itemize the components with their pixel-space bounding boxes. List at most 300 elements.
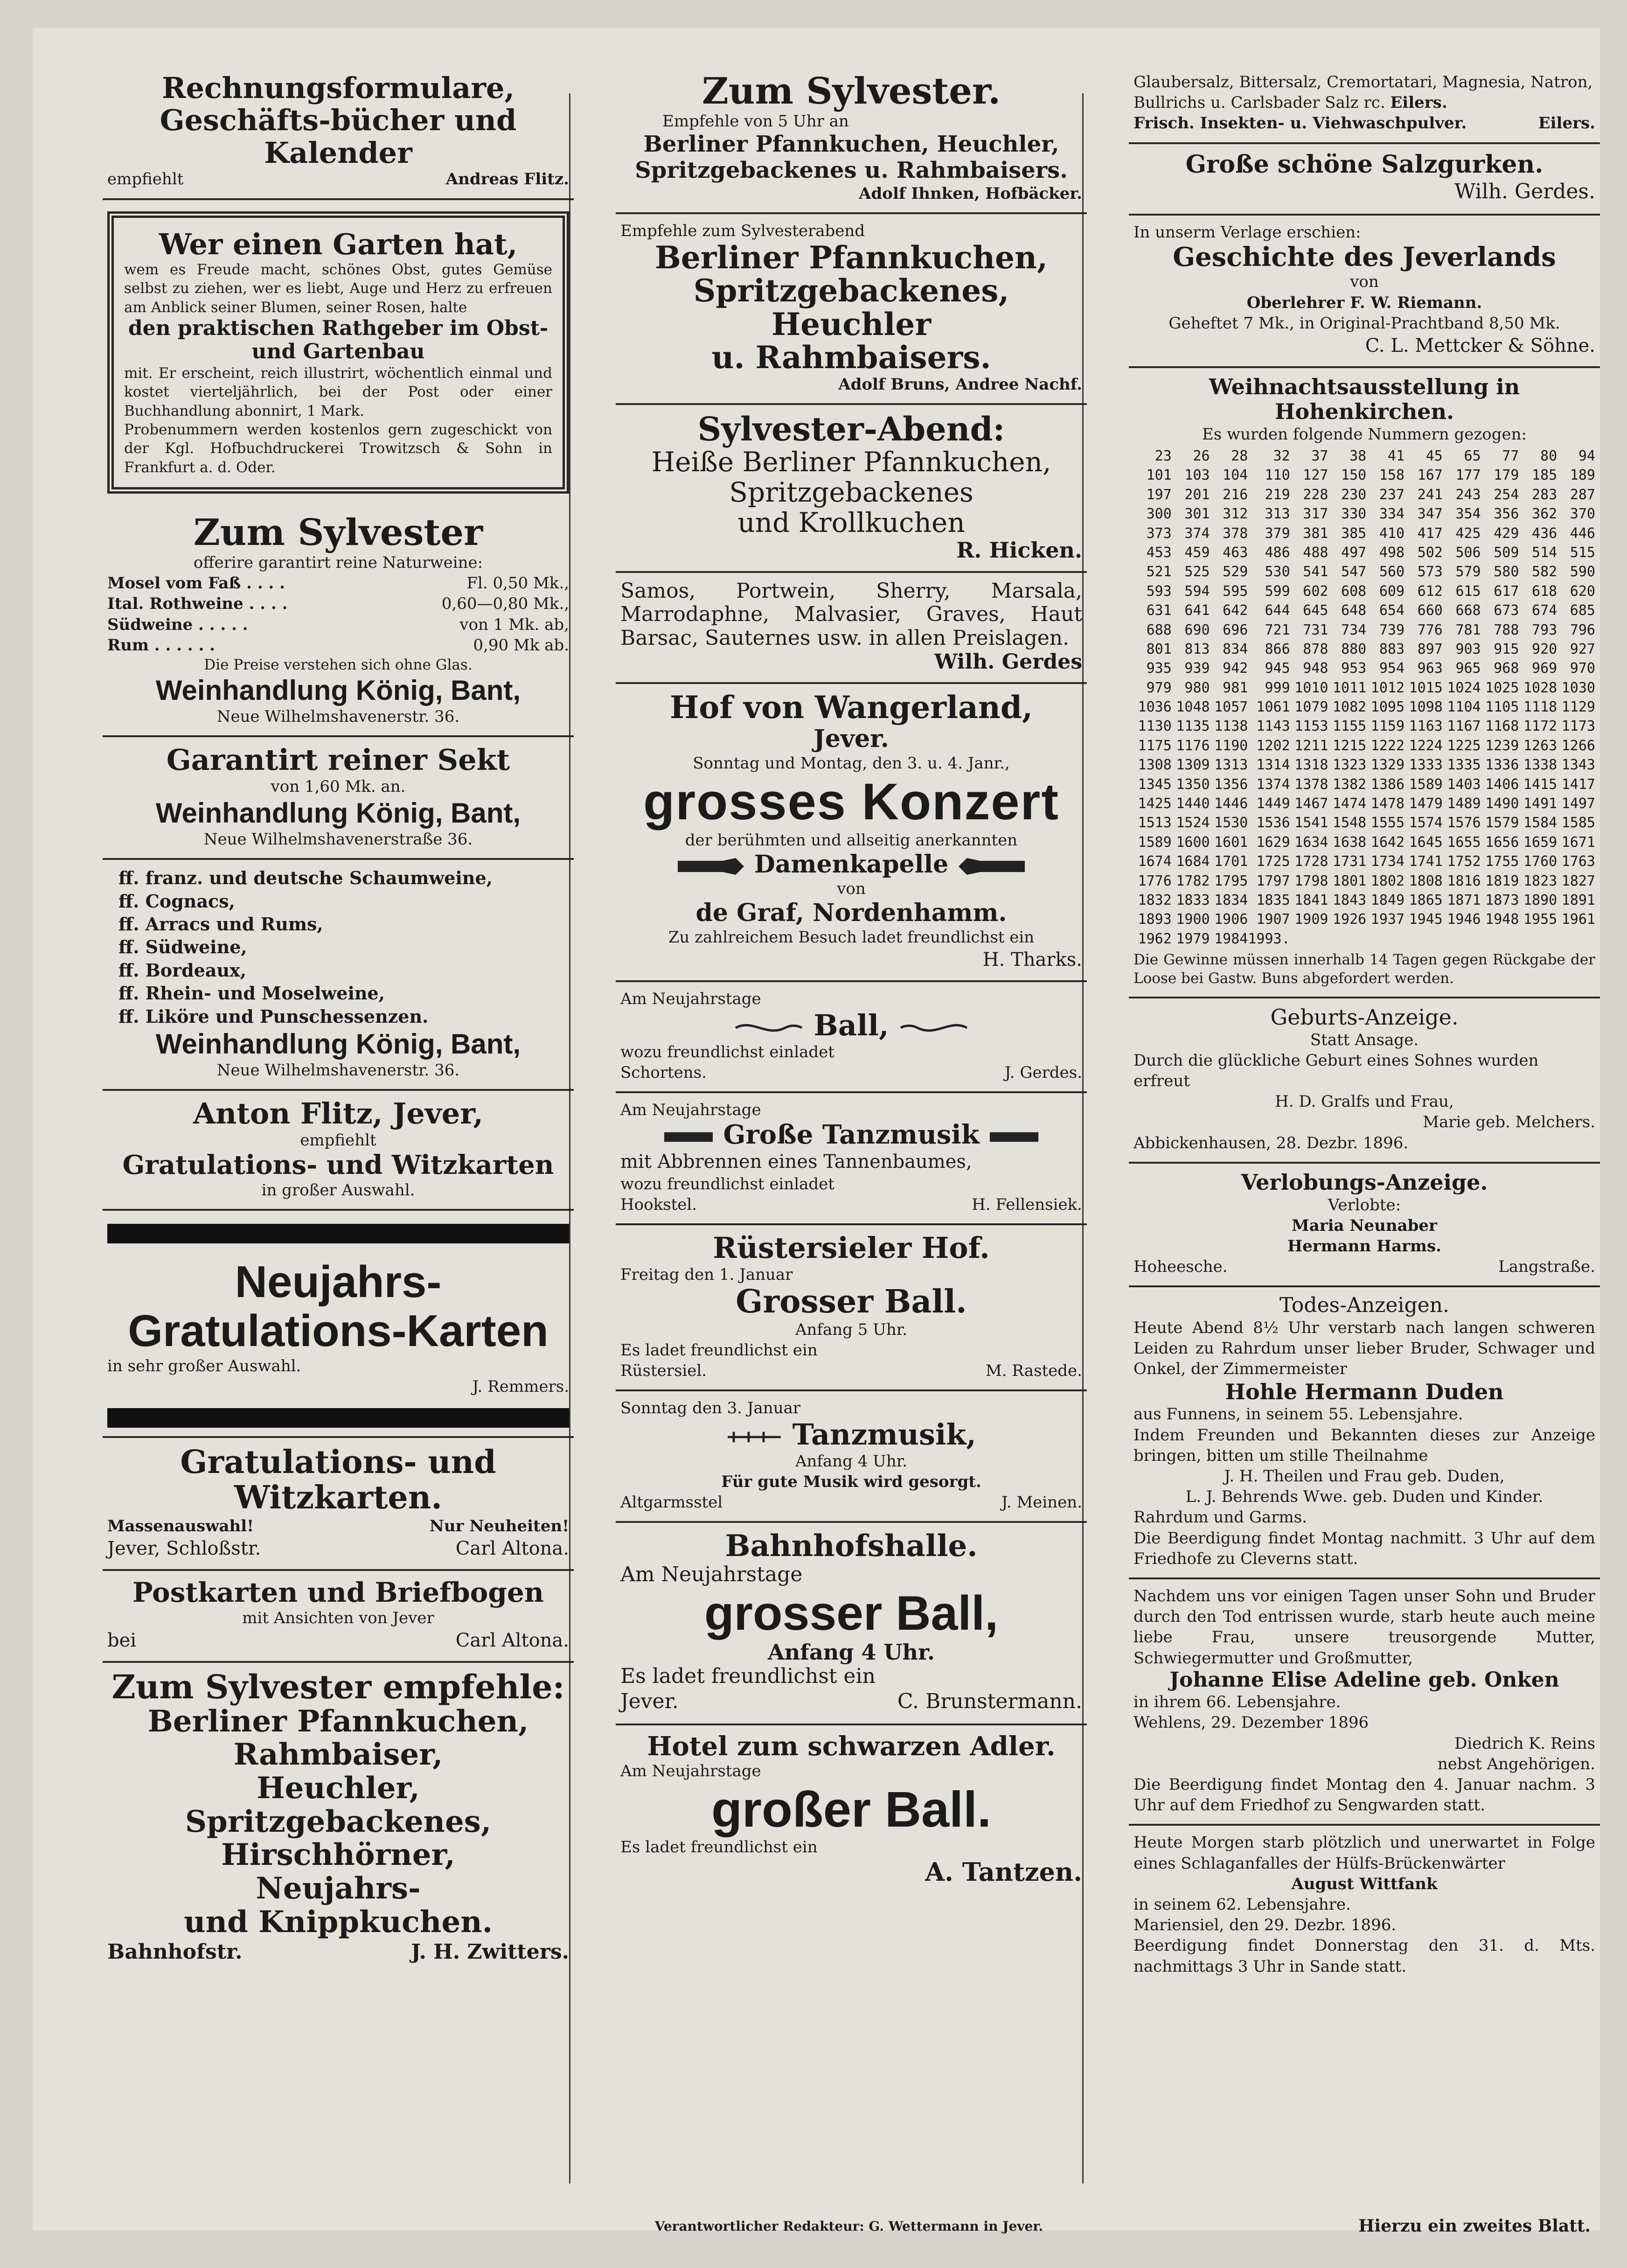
lottery-number: 1202 [1256, 737, 1290, 754]
lottery-number: 641 [1184, 602, 1210, 619]
lottery-number: 1153 [1294, 718, 1328, 735]
ad-tanzmusik-hookstel [616, 1093, 1087, 1225]
ad-title: Große Tanzmusik [723, 1119, 980, 1151]
ad-signature: Eilers. [1390, 93, 1447, 112]
ad-text: Es ladet freundlichst ein [620, 1838, 818, 1857]
lottery-number: 1382 [1333, 776, 1367, 793]
lottery-number: 654 [1379, 602, 1405, 619]
lottery-number: 463 [1223, 544, 1248, 561]
ad-text: Empfehle von 5 Uhr an [662, 112, 849, 131]
lottery-number: 609 [1379, 583, 1405, 600]
lottery-number: 1823 [1523, 872, 1557, 889]
price-value: von 1 Mk. ab, [459, 615, 569, 634]
product-list [620, 447, 1082, 538]
ad-name: Hermann Harms. [1287, 1237, 1441, 1256]
lottery-number: 776 [1417, 621, 1443, 638]
lottery-number: 1835 [1256, 892, 1290, 908]
lottery-number: 582 [1532, 564, 1557, 580]
lottery-number: 1871 [1447, 892, 1481, 908]
lottery-number: 1333 [1409, 757, 1443, 774]
lottery-number: 362 [1532, 506, 1557, 523]
ad-title: Bahnhofshalle. [725, 1528, 978, 1564]
ad-gratulationskarten [103, 1438, 574, 1571]
lottery-number: 1449 [1256, 796, 1290, 812]
lottery-number: 599 [1265, 583, 1290, 600]
lottery-number: 1731 [1333, 853, 1367, 870]
list-item: ff. Liköre und Punschessenzen. [118, 1005, 429, 1027]
lottery-number: 1801 [1333, 872, 1367, 889]
lottery-number: 1239 [1485, 737, 1519, 754]
lottery-number: 197 [1146, 486, 1172, 503]
list-item: Heuchler, [257, 1770, 420, 1806]
lottery-number: 356 [1494, 506, 1519, 523]
lottery-number: 660 [1417, 602, 1443, 619]
lottery-number: 77 [1502, 447, 1519, 464]
ad-bruns [616, 214, 1087, 405]
ad-signature: J. H. Zwitters. [411, 1940, 569, 1964]
list-item: ff. Südweine, [118, 936, 247, 958]
lottery-number: 1224 [1409, 737, 1443, 754]
ad-signature: Wilh. Gerdes [934, 649, 1082, 674]
ad-address: Bahnhofstr. [107, 1940, 243, 1964]
ad-text: Indem Freunden und Bekannten dieses zur Anzeige bringen, bitten um stille Theilnahme [1133, 1425, 1595, 1465]
ad-address: Neue Wilhelmshavenerstr. 36. [216, 1061, 460, 1080]
ad-address: Neue Wilhelmshavenerstr. 36. [216, 707, 460, 726]
ad-ihnken [616, 65, 1087, 214]
ad-title: Zum Sylvester empfehle: [111, 1667, 565, 1706]
lottery-number: 1576 [1447, 815, 1481, 831]
product-list [620, 241, 1082, 374]
lottery-number: 1135 [1176, 718, 1210, 735]
lottery-number: 1656 [1485, 834, 1519, 851]
list-item: ff. Bordeaux, [118, 959, 247, 981]
lottery-number: 1425 [1138, 796, 1172, 812]
ad-text: Die Preise verstehen sich ohne Glas. [204, 656, 473, 673]
ad-title: Neujahrs-Gratulations-Karten [128, 1256, 549, 1356]
lottery-number: 608 [1341, 583, 1367, 600]
lottery-number: 201 [1184, 486, 1210, 503]
ad-signature: Carl Altona. [455, 1537, 569, 1559]
lottery-number: 1314 [1256, 757, 1290, 774]
lottery-number: 1865 [1409, 892, 1443, 908]
ad-place: Hookstel. [620, 1195, 697, 1214]
ad-text: Anfang 4 Uhr. [795, 1452, 908, 1471]
lottery-number: 521 [1146, 564, 1172, 580]
ad-signature: J. Meinen. [1001, 1493, 1082, 1512]
lottery-number: 648 [1341, 602, 1367, 619]
ad-firm: Weinhandlung König, Bant, [155, 797, 521, 829]
lottery-number: 1909 [1294, 911, 1328, 928]
lottery-number: 1343 [1561, 757, 1595, 774]
lottery-number: 781 [1455, 621, 1481, 638]
ad-signature: J. Gerdes. [1004, 1063, 1082, 1082]
ad-title: Wer einen Garten hat, [159, 227, 518, 261]
lottery-number: 1530 [1214, 815, 1248, 831]
ad-text: Es ladet freundlichst ein [620, 1664, 876, 1688]
lottery-number: 1118 [1523, 699, 1557, 716]
ad-highlight: Gratulations- und Witzkarten [122, 1149, 554, 1180]
price-row [107, 573, 569, 593]
lottery-number: 1638 [1333, 834, 1367, 851]
lottery-number: 1634 [1294, 834, 1328, 851]
lottery-number: 127 [1303, 467, 1328, 484]
lottery-number: 1645 [1409, 834, 1443, 851]
lottery-number: 488 [1303, 544, 1328, 561]
lottery-number: 1816 [1447, 872, 1481, 889]
column-middle [616, 65, 1087, 2174]
lottery-number: 179 [1494, 467, 1519, 484]
ad-signature: M. Rastede. [985, 1361, 1082, 1380]
ad-text: Beerdigung findet Donnerstag den 31. d. Mts. nachmittags 3 Uhr in Sande statt. [1133, 1936, 1595, 1976]
lottery-number: 1832 [1138, 892, 1172, 908]
ad-text: mit. Er erscheint, reich illustrirt, wöchentlich einmal und kostet vierteljährlich, bei der Post oder einer Buchhandlung abonnirt, 1 Mark. [124, 365, 552, 419]
lottery-number: 1479 [1409, 796, 1443, 812]
ad-address: Neue Wilhelmshavenerstraße 36. [203, 830, 473, 849]
lottery-number: 1318 [1294, 757, 1328, 774]
lottery-number: 878 [1303, 641, 1328, 657]
lottery-number: 497 [1341, 544, 1367, 561]
lottery-number: 688 [1146, 621, 1172, 638]
lottery-number: 593 [1146, 583, 1172, 600]
lottery-number: 301 [1184, 506, 1210, 523]
lottery-number: 880 [1341, 641, 1367, 657]
list-item: Neujahrs- [256, 1870, 421, 1906]
ad-geburts-anzeige [1129, 998, 1600, 1164]
lottery-number: 45 [1425, 447, 1443, 464]
lottery-number: 580 [1494, 564, 1519, 580]
lottery-number: 573 [1417, 564, 1443, 580]
lottery-number: 793 [1532, 621, 1557, 638]
ad-place: Jever. [814, 725, 889, 754]
list-item: Heuchler [771, 306, 932, 342]
lottery-number: 897 [1417, 641, 1443, 657]
ad-signature: H. Tharks. [982, 949, 1082, 971]
lottery-number: 1098 [1409, 699, 1443, 716]
lottery-number: 23 [1154, 447, 1172, 464]
black-bar [107, 1224, 569, 1243]
ad-highlight: den praktischen Rathgeber im Obst- und Gartenbau [128, 316, 549, 364]
lottery-number: 237 [1379, 486, 1405, 503]
lottery-number: 734 [1341, 621, 1367, 638]
lottery-number: 1833 [1176, 892, 1210, 908]
ad-title: Gratulations- und Witzkarten. [180, 1444, 496, 1517]
ad-text: von [837, 879, 866, 899]
ad-salzgurken [1129, 144, 1600, 216]
ad-title: Zum Sylvester [193, 511, 483, 554]
lottery-number: 953 [1341, 660, 1367, 677]
lottery-number: 498 [1379, 544, 1405, 561]
lottery-number: 101 [1146, 467, 1172, 484]
lottery-number: 1642 [1370, 834, 1405, 851]
lottery-number: 1105 [1485, 699, 1519, 716]
lottery-number: 167 [1417, 467, 1443, 484]
lottery-number: 425 [1455, 525, 1481, 542]
lottery-number: 1222 [1370, 737, 1405, 754]
lottery-number: 502 [1417, 544, 1443, 561]
lottery-number: 1946 [1447, 911, 1481, 928]
lottery-number: 1155 [1333, 718, 1367, 735]
lottery-number: 378 [1223, 525, 1248, 542]
ad-gerdes-weine [616, 573, 1087, 684]
product-list [107, 1705, 569, 1939]
ad-title: Rechnungsformulare, Geschäfts-bücher und Kalender [160, 71, 517, 170]
list-item: Spritzgebackenes, [185, 1804, 492, 1839]
lottery-number: 1948 [1485, 911, 1519, 928]
ad-text: Verlobte: [1328, 1195, 1401, 1214]
lottery-number: 579 [1455, 564, 1481, 580]
ad-text: in seinem 62. Lebensjahre. [1133, 1895, 1351, 1914]
ad-address: Jever, Schloßstr. [107, 1537, 261, 1559]
lottery-number: 1374 [1256, 776, 1290, 793]
ad-date: Sonntag und Montag, den 3. u. 4. Janr., [693, 754, 1010, 773]
price-item: Mosel vom Faß . . . . [107, 574, 285, 593]
ad-highlight: Berliner Pfannkuchen, Heuchler, Spritzgebackenes u. Rahmbaisers. [635, 131, 1068, 183]
ad-text: Die Gewinne müssen innerhalb 14 Tagen gegen Rückgabe der Loose bei Gastw. Buns abgefordert werden. [1133, 951, 1595, 987]
lottery-number: 334 [1379, 506, 1405, 523]
lottery-number: 690 [1184, 621, 1210, 638]
lottery-number: 1011 [1333, 679, 1367, 696]
lottery-number: 381 [1303, 525, 1328, 542]
lottery-number: 970 [1570, 660, 1595, 677]
list-item: Berliner Pfannkuchen, [654, 239, 1048, 276]
lottery-number: 241 [1417, 486, 1443, 503]
ad-text: Es ladet freundlichst ein [620, 1340, 818, 1360]
ad-title: Garantirt reiner Sekt [166, 743, 510, 777]
ad-date: Am Neujahrstage [620, 1101, 761, 1120]
lottery-number: 529 [1223, 564, 1248, 580]
lottery-number: 731 [1303, 621, 1328, 638]
ad-place: Schortens. [620, 1063, 707, 1082]
ad-signature: C. L. Mettcker & Söhne. [1365, 335, 1595, 357]
lottery-number: 1415 [1523, 776, 1557, 793]
ad-title: Hotel zum schwarzen Adler. [647, 1731, 1056, 1762]
lottery-number: 1541 [1294, 815, 1328, 831]
lottery-number: 1356 [1214, 776, 1248, 793]
list-item: Heiße Berliner Pfannkuchen, [651, 446, 1051, 478]
ad-price: Geheftet 7 Mk., in Original-Prachtband 8,50 Mk. [1168, 314, 1560, 333]
ad-place: Hoheesche. [1133, 1257, 1228, 1277]
lottery-number: 1446 [1214, 796, 1248, 812]
lottery-number: 1263 [1523, 737, 1557, 754]
ad-ruestersieler-hof [616, 1225, 1087, 1391]
lottery-number: 1175 [1138, 737, 1172, 754]
lottery-number: 1760 [1523, 853, 1557, 870]
lottery-number: 954 [1379, 660, 1405, 677]
ad-signature: nebst Angehörigen. [1437, 1754, 1595, 1773]
ad-signature: J. Remmers. [472, 1377, 569, 1396]
lottery-number: 1937 [1370, 911, 1405, 928]
lottery-number: 103 [1184, 467, 1210, 484]
lottery-number: 948 [1303, 660, 1328, 677]
ad-headline: grosses Konzert [643, 773, 1059, 831]
lottery-number: 373 [1146, 525, 1172, 542]
lottery-number: 696 [1223, 621, 1248, 638]
lottery-number: 1173 [1561, 718, 1595, 735]
lottery-number: 813 [1184, 641, 1210, 657]
lottery-number: 1215 [1333, 737, 1367, 754]
ad-title: Ball, [814, 1008, 889, 1043]
ad-highlight: Damenkapelle [754, 850, 949, 879]
lottery-number: 1945 [1409, 911, 1443, 928]
list-item: Spritzgebackenes, [693, 272, 1009, 309]
lottery-number: 1079 [1294, 699, 1328, 716]
lottery-number: 685 [1570, 602, 1595, 619]
ad-firm: Weinhandlung König, Bant, [155, 1028, 521, 1060]
lottery-number: 1329 [1370, 757, 1405, 774]
ad-signature: Adolf Bruns, Andree Nachf. [838, 375, 1082, 394]
ad-text: der berühmten und allseitig anerkannten [685, 831, 1018, 850]
lottery-number: 104 [1223, 467, 1248, 484]
lottery-number: 796 [1570, 621, 1595, 638]
lottery-number: 981 [1223, 679, 1248, 696]
lottery-number: 1725 [1256, 853, 1290, 870]
lottery-number: 1629 [1256, 834, 1290, 851]
lottery-number: 1984 [1214, 930, 1248, 947]
lottery-number: 883 [1379, 641, 1405, 657]
lottery-number: 1728 [1294, 853, 1328, 870]
ad-todes-onken [1129, 1579, 1600, 1826]
ad-title: Rüstersieler Hof. [713, 1231, 990, 1265]
black-bar [107, 1408, 569, 1428]
ad-place: Rahrdum und Garms. [1133, 1508, 1307, 1527]
lottery-number: 509 [1494, 544, 1519, 561]
lottery-number: 530 [1265, 564, 1290, 580]
ad-title-row [620, 1009, 1082, 1041]
lottery-number: 560 [1379, 564, 1405, 580]
lottery-number: 185 [1532, 467, 1557, 484]
lottery-number: 1225 [1447, 737, 1481, 754]
ad-title: Verlobungs-Anzeige. [1241, 1169, 1488, 1195]
ad-text: wozu freundlichst einladet [620, 1042, 834, 1061]
pointing-hand-left-icon [957, 856, 1027, 877]
lottery-number: 642 [1223, 602, 1248, 619]
lottery-number: 1010 [1294, 679, 1328, 696]
ad-postkarten [103, 1571, 574, 1663]
ad-place: Abbickenhausen, 28. Dezbr. 1896. [1133, 1133, 1409, 1152]
lottery-number: 1524 [1176, 815, 1210, 831]
ad-sekt [103, 737, 574, 860]
list-item: und Krollkuchen [737, 506, 965, 538]
lottery-number: 1684 [1176, 853, 1210, 870]
price-row [107, 635, 569, 656]
lottery-number: 1808 [1409, 872, 1443, 889]
price-item: Rum . . . . . . [107, 635, 215, 655]
lottery-number: 283 [1532, 486, 1557, 503]
ad-text: Probenummern werden kostenlos gern zugeschickt von der Kgl. Hofbuchdruckerei Trowitzsch & Sohn in Frankfurt a. d. Oder. [124, 421, 552, 476]
lottery-number: 644 [1265, 602, 1290, 619]
list-item: Hirschhörner, [221, 1837, 455, 1873]
lottery-number: 927 [1570, 641, 1595, 657]
ad-price: von 1,60 Mk. an. [271, 777, 406, 796]
lottery-number: 866 [1265, 641, 1290, 657]
ad-text: aus Funnens, in seinem 55. Lebensjahre. [1133, 1405, 1463, 1424]
lottery-number: 1734 [1370, 853, 1405, 870]
lottery-number: 216 [1223, 486, 1248, 503]
ad-text: offerire garantirt reine Naturweine: [193, 553, 483, 572]
lottery-number: 1655 [1447, 834, 1481, 851]
lottery-number: 541 [1303, 564, 1328, 580]
lottery-number: 1308 [1138, 757, 1172, 774]
ad-signature: Wilh. Gerdes. [1454, 180, 1595, 204]
lottery-number: 80 [1540, 447, 1557, 464]
column-right [1129, 65, 1600, 2174]
ad-title: Geschichte des Jeverlands [1173, 241, 1556, 272]
lottery-number: 620 [1570, 583, 1595, 600]
lottery-number: 1891 [1561, 892, 1595, 908]
lottery-number: 110 [1265, 467, 1290, 484]
lottery-number: 1600 [1176, 834, 1210, 851]
lottery-number: 1674 [1138, 853, 1172, 870]
lottery-number: 94 [1578, 447, 1595, 464]
ad-highlight: de Graf, Nordenhamm. [695, 899, 1007, 928]
list-item: ff. Cognacs, [118, 890, 235, 912]
ad-bahnhofshalle [616, 1523, 1087, 1725]
ad-text: in ihrem 66. Lebensjahre. [1133, 1693, 1341, 1712]
price-item: Südweine . . . . . [107, 615, 248, 634]
lottery-number: 1841 [1294, 892, 1328, 908]
lottery-number: 300 [1146, 506, 1172, 523]
lottery-number: 1440 [1176, 796, 1210, 812]
lottery-number: 590 [1570, 564, 1595, 580]
lottery-number: 1030 [1561, 679, 1595, 696]
lottery-number: 1873 [1485, 892, 1519, 908]
ad-signature: Diedrich K. Reins [1454, 1734, 1595, 1753]
lottery-number: 920 [1532, 641, 1557, 657]
lottery-number: 1467 [1294, 796, 1328, 812]
ad-signature: Adolf Ihnken, Hofbäcker. [859, 184, 1082, 203]
lottery-number: 65 [1464, 447, 1481, 464]
ad-signature: R. Hicken. [956, 537, 1082, 563]
lottery-number: 1172 [1523, 718, 1557, 735]
lottery-number: 436 [1532, 525, 1557, 542]
lottery-number: 1313 [1214, 757, 1248, 774]
lottery-number: 1057 [1214, 699, 1248, 716]
lottery-number: 1061 [1256, 699, 1290, 716]
lottery-number: 801 [1146, 641, 1172, 657]
ad-signature: Marie geb. Melchers. [1423, 1113, 1595, 1132]
lottery-number: 417 [1417, 525, 1443, 542]
ad-place: Rüstersiel. [620, 1361, 707, 1380]
lottery-number: 1082 [1333, 699, 1367, 716]
lottery-number: 1701 [1214, 853, 1248, 870]
list-item: und Knippkuchen. [184, 1904, 493, 1940]
ad-headline: grosser Ball, [704, 1586, 999, 1640]
lottery-number: 963 [1417, 660, 1443, 677]
price-value: 0,60—0,80 Mk., [441, 594, 569, 614]
lottery-number: 673 [1494, 602, 1519, 619]
lottery-number: 158 [1379, 467, 1405, 484]
lottery-number: 903 [1455, 641, 1481, 657]
lottery-number: 1893 [1138, 911, 1172, 928]
lottery-number: 1025 [1485, 679, 1519, 696]
ad-title: Postkarten und Briefbogen [132, 1576, 544, 1608]
ad-text-row [1133, 72, 1595, 113]
ad-headline: großer Ball. [711, 1780, 992, 1837]
ad-hof-von-wangerland [616, 684, 1087, 982]
lottery-number: 1827 [1561, 872, 1595, 889]
lottery-number: 1584 [1523, 815, 1557, 831]
lottery-number: 547 [1341, 564, 1367, 580]
lottery-number: 1406 [1485, 776, 1519, 793]
lottery-number: 525 [1184, 564, 1210, 580]
ad-zitters [103, 1663, 574, 1974]
lottery-number: 939 [1184, 660, 1210, 677]
ad-title: Hof von Wangerland, [669, 689, 1033, 726]
lottery-number: 1336 [1485, 757, 1519, 774]
lottery-number: 1993. [1248, 930, 1290, 947]
lottery-number: 370 [1570, 506, 1595, 523]
lottery-number: 1095 [1370, 699, 1405, 716]
